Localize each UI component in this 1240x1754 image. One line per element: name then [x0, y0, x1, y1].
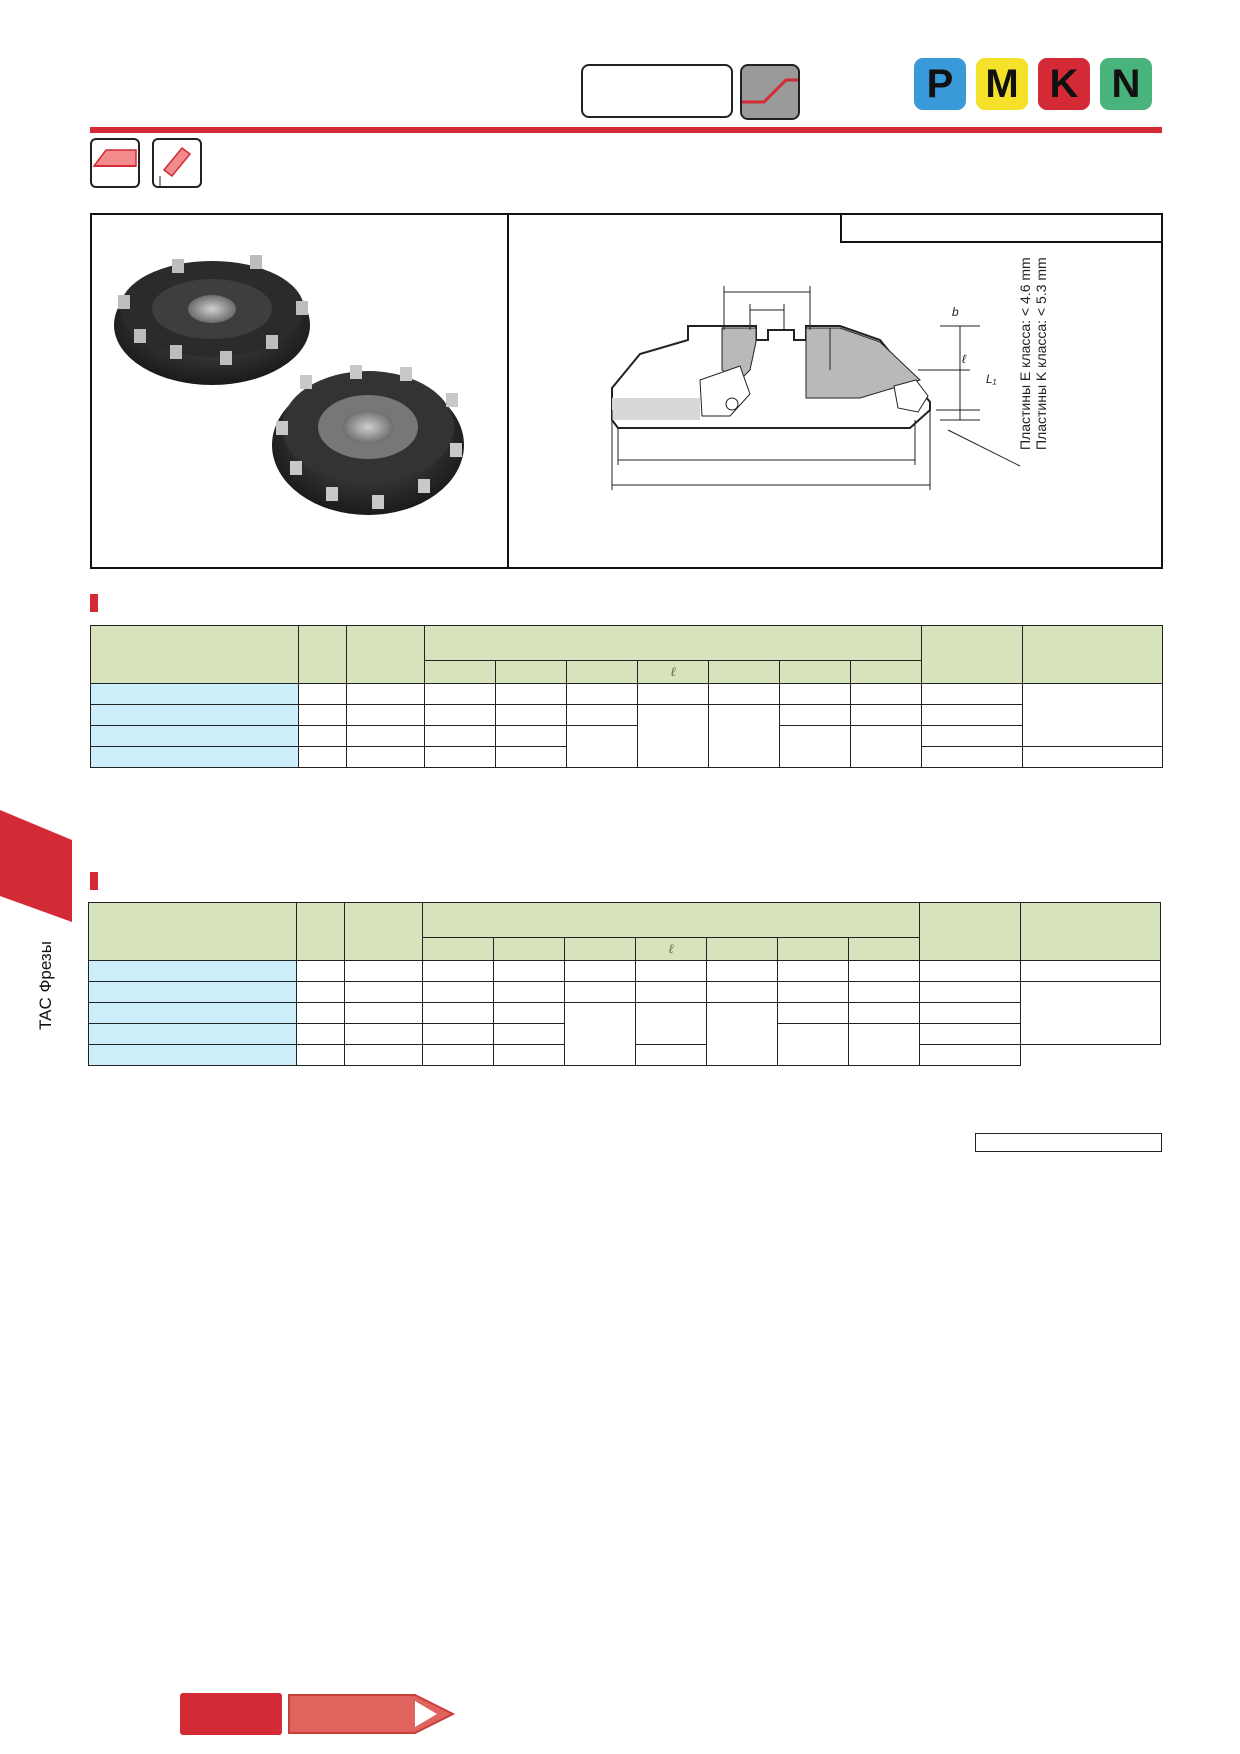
- header-title-box: [581, 64, 733, 118]
- header-rule: [90, 127, 1162, 133]
- dim-L1-label: L₁: [986, 372, 997, 386]
- t1-hd-12: [1023, 626, 1163, 684]
- figure-divider: [507, 213, 509, 567]
- table-row: [89, 1003, 1161, 1024]
- dim-b-label: b: [952, 305, 959, 319]
- side-tab-shape: [0, 810, 72, 922]
- spec-table-2: [88, 902, 1161, 1066]
- material-m-badge: M: [976, 58, 1028, 110]
- t1-hd-l: ℓ: [638, 661, 709, 684]
- dim-l-label: ℓ: [962, 352, 966, 366]
- table-row: [91, 705, 1163, 726]
- table-row: [89, 982, 1161, 1003]
- nav-next-button[interactable]: [287, 1693, 457, 1735]
- t1-hd-dimensions: [425, 626, 922, 661]
- t1-hd-2: [299, 626, 347, 684]
- t2-hd-11: [920, 903, 1021, 961]
- table-row: [91, 684, 1163, 705]
- cutter-photo: [100, 225, 500, 555]
- diagram-caption-box: [840, 213, 1161, 243]
- note-box: [975, 1133, 1162, 1152]
- t1-hd-model: [91, 626, 299, 684]
- insert-class-k-note: Пластины K класса: < 5.3 mm: [1033, 257, 1049, 450]
- t2-hd-l: ℓ: [636, 938, 707, 961]
- section-1-marker: [90, 594, 98, 612]
- face-milling-icon: [90, 138, 140, 188]
- t2-hd-3: [345, 903, 423, 961]
- t1-hd-11: [922, 626, 1023, 684]
- t2-hd-dimensions: [423, 903, 920, 938]
- material-k-badge: K: [1038, 58, 1090, 110]
- table-row: [91, 726, 1163, 747]
- table-row: [89, 961, 1161, 982]
- t1-hd-3: [347, 626, 425, 684]
- section-2-marker: [90, 872, 98, 890]
- nav-prev-button[interactable]: [180, 1693, 282, 1735]
- t2-hd-2: [297, 903, 345, 961]
- material-n-badge: N: [1100, 58, 1152, 110]
- insert-class-e-note: Пластины E класса: < 4.6 mm: [1017, 257, 1033, 450]
- chamfer-milling-icon: [152, 138, 202, 188]
- cutter-drawing: [600, 270, 1060, 520]
- profile-milling-icon: [740, 64, 800, 120]
- side-tab-label: TAC Фрезы: [36, 941, 55, 1030]
- t2-hd-model: [89, 903, 297, 961]
- t2-hd-12: [1021, 903, 1161, 961]
- spec-table-1: [90, 625, 1163, 768]
- material-p-badge: P: [914, 58, 966, 110]
